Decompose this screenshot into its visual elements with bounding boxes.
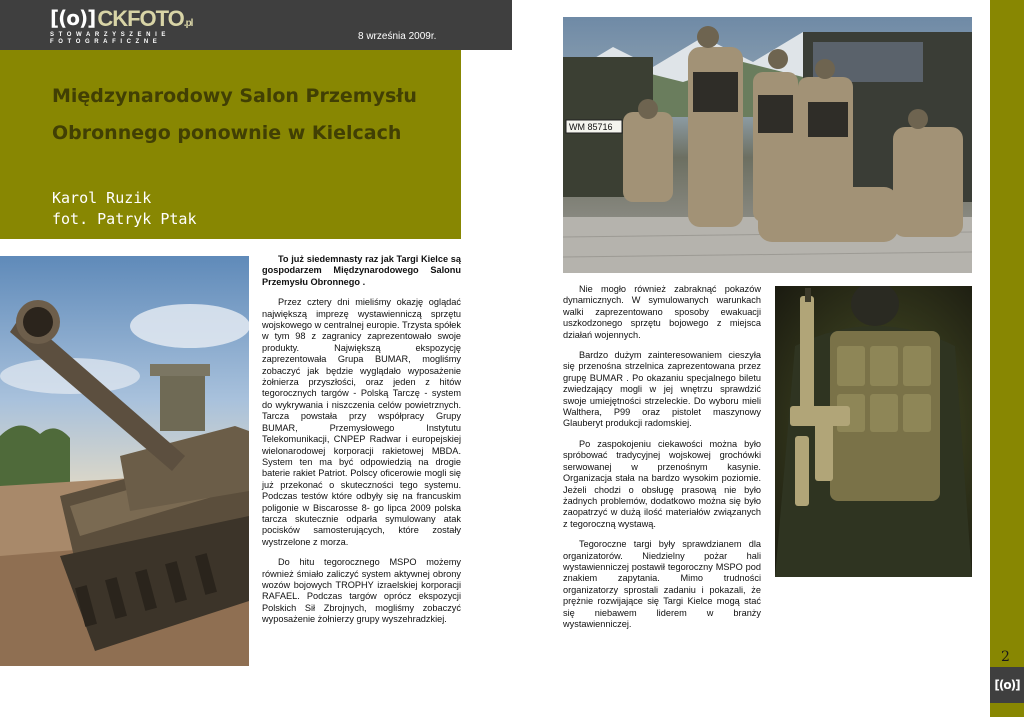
title-panel bbox=[0, 50, 461, 239]
article-credits bbox=[52, 188, 197, 230]
footer-logo-icon[interactable]: [(o)] bbox=[990, 667, 1024, 703]
right-accent-bar bbox=[990, 0, 1024, 717]
article-column-2 bbox=[563, 284, 761, 639]
body-paragraph: Nie mogło również zabraknąć pokazów dynamicznych. W symulowanych warunkach walki zaprezentowano sposoby ewakuacji uszkodzonego sprzętu bojowego z miejsca działań wojennych. bbox=[563, 284, 761, 340]
body-paragraph: Tegoroczne targi były sprawdzianem dla organizatorów. Niedzielny pożar hali wystawienniczej postawił tegoroczny MSPO pod znakiem zapytania. Mimo trudności organizatorzy sprostali zadaniu i pokazali, że prężnie rozwijające się Targi Kielce mogą stać się niebawem liderem w branży wystawienniczej. bbox=[563, 539, 761, 629]
vest-illustration bbox=[775, 286, 972, 577]
body-paragraph: Przez cztery dni mieliśmy okazję oglądać największą imprezę wystawienniczą sprzętu wojskowego w centralnej europie. Trzysta spółek w tym 98 z zagranicy zaprezentowało swoje produkty. Największą ekspozycję zaprezentowała Grupa BUMAR, mogliśmy zobaczyć jak będzie wyglądało wyposażenie żołnierza przyszłości, oraz jeden z hitów tegorocznych targów - Polską Tarczę - system do wykrywania i niszczenia celów powietrznych. Tarcza powstała przy współpracy Grupy BUMAR, Przemysłowego Instytutu Telekomunikacji, CNPEP Radwar i europejskiej wielonarodowej korporacji rakietowej MBDA. System ten ma być odpowiedzią na drogie baterie rakiet Patriot. Polscy oficerowie mogli się już przekonać o skuteczności tego systemu. Podczas testów które odbyły się na francuskim poligonie w Biscarosse 8- go lipca 2009 polska tarcza skutecznie odparła symulowany atak pocisków samosterujących, które zostały wystrzelone z morza. bbox=[262, 297, 461, 547]
page-number: 2 bbox=[1001, 649, 1010, 665]
article-column-1 bbox=[262, 254, 461, 635]
publication-date: 8 września 2009r. bbox=[358, 31, 437, 42]
body-paragraph: Bardzo dużym zainteresowaniem cieszyła się przenośna strzelnica zaprezentowana przez grupę BUMAR . Po okazaniu specjalnego biletu zwiedzający mogli w jej wnętrzu sprawdzić swoje umiejętności strzeleckie. Do wyboru mieli Walthera, P99 oraz pistolet maszynowy Glauberyt produkcji radomskiej. bbox=[563, 350, 761, 429]
logo-subtitle: STOWARZYSZENIE FOTOGRAFICZNE bbox=[50, 32, 170, 45]
license-plate: WM 85716 bbox=[569, 122, 613, 132]
tank-illustration bbox=[0, 256, 249, 666]
logo-wordmark: CKFOTO.pl bbox=[97, 6, 193, 31]
body-paragraph: Do hitu tegorocznego MSPO możemy również śmiało zaliczyć system aktywnej obrony wozów bojowych TROPHY izraelskiej korporacji RAFAEL. Podczas targów oprócz ekspozycji Polskich Sił Zbrojnych, mogliśmy zobaczyć wyposażenie żołnierzy grupy wyszehradzkiej. bbox=[262, 557, 461, 625]
soldiers-photo bbox=[563, 17, 972, 273]
photographer-name: fot. Patryk Ptak bbox=[52, 210, 197, 228]
body-paragraph: Po zaspokojeniu ciekawości można było spróbować tradycyjnej wojskowej grochówki serwowanej w przenośnym kasynie. Organizacja stała na bardzo wysokim poziomie. Jeżeli chodzi o obsługę prasową nie było żadnych problemów, dodatkowo można się było zaopatrzyć w dużą ilość materiałów związanych z tegoroczną wystawą. bbox=[563, 438, 761, 529]
lead-paragraph: To już siedemnasty raz jak Targi Kielce są gospodarzem Międzynarodowego Salonu Przemysłu Obronnego . bbox=[262, 254, 461, 287]
article-title: Międzynarodowy Salon Przemysłu Obronnego ponownie w Kielcach bbox=[52, 85, 417, 144]
tactical-vest-photo bbox=[775, 286, 972, 577]
soldiers-illustration bbox=[563, 17, 972, 273]
site-logo[interactable] bbox=[50, 6, 193, 45]
camera-logo-icon: [(o)] bbox=[50, 6, 96, 30]
tank-photo bbox=[0, 256, 249, 666]
author-name: Karol Ruzik bbox=[52, 189, 152, 207]
header-bar bbox=[0, 0, 512, 50]
